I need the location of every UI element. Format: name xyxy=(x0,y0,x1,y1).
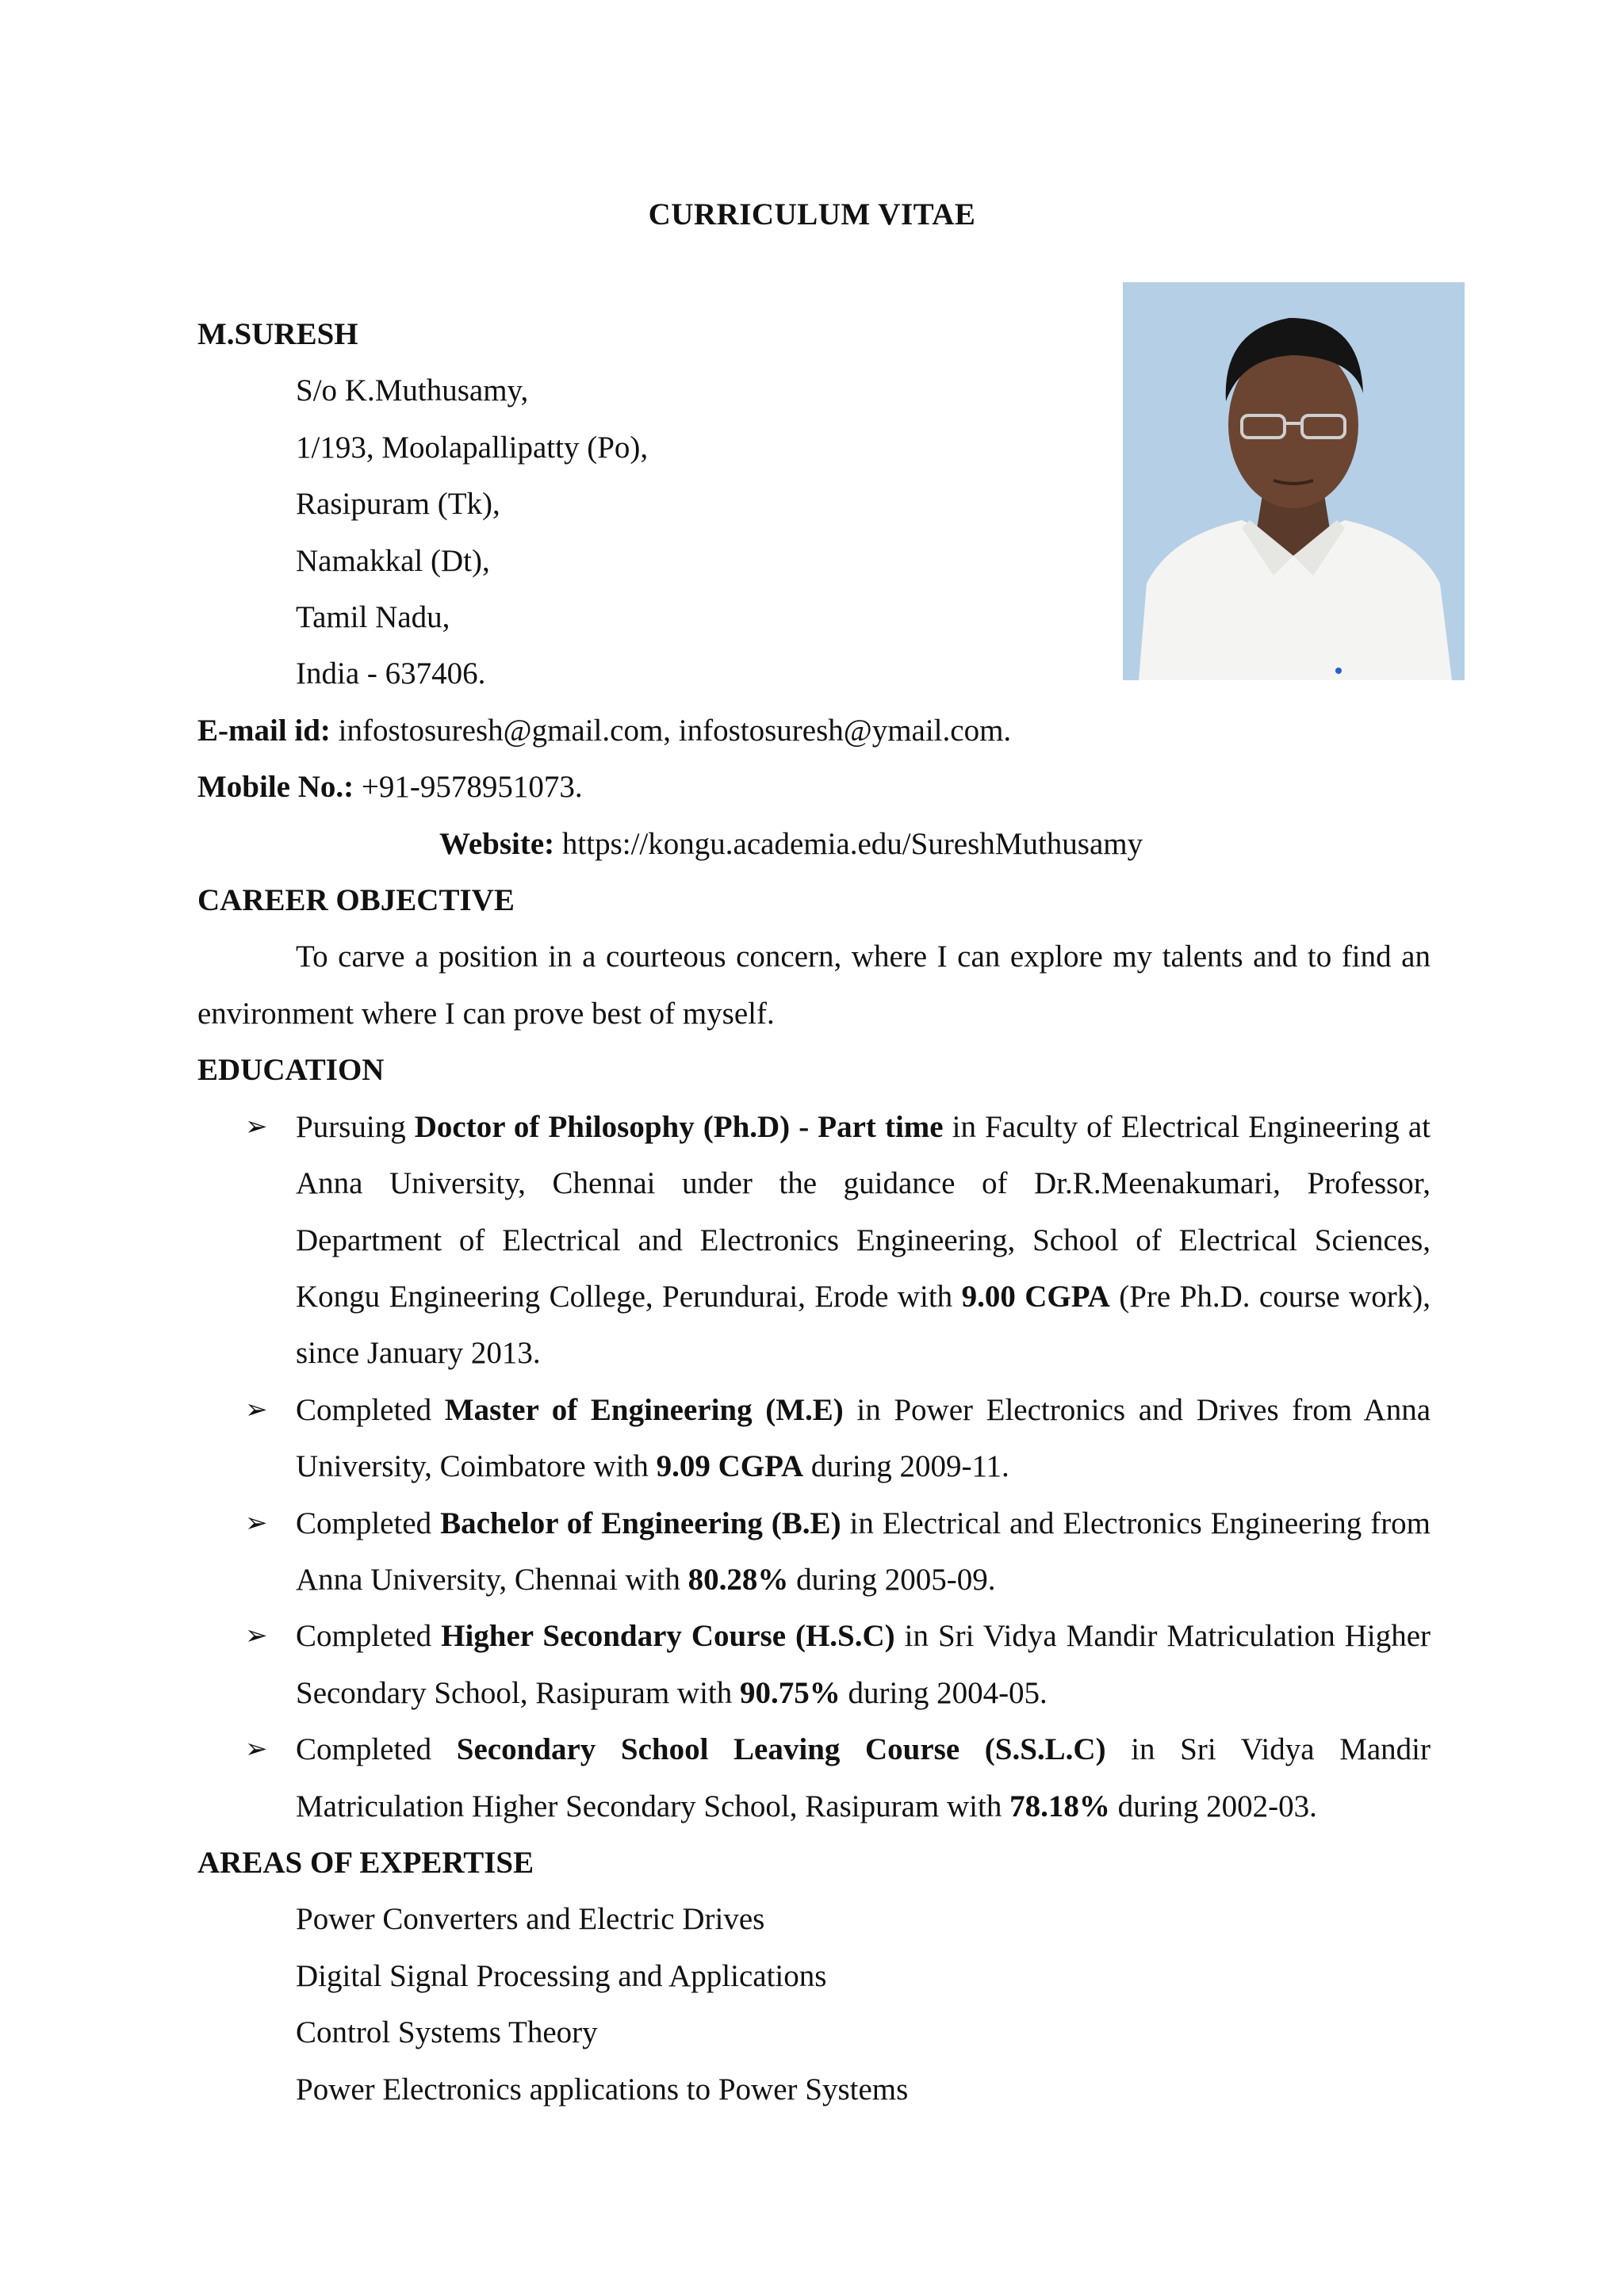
education-text: in Power Electronics and Drives from Anna University, Coimbatore with xyxy=(296,1392,1431,1484)
education-item xyxy=(197,1099,1431,1382)
email-value: infostosuresh@gmail.com, infostosuresh@ymail.com. xyxy=(330,713,1012,748)
education-text: during 2002-03. xyxy=(1109,1789,1317,1823)
education-score: 9.00 CGPA xyxy=(961,1279,1110,1314)
address-block xyxy=(197,362,1431,702)
address-line: Namakkal (Dt), xyxy=(296,543,490,578)
section-heading-career-objective: CAREER OBJECTIVE xyxy=(197,883,515,918)
arrow-bullet-icon: ➢ xyxy=(245,1733,268,1766)
expertise-item: Power Converters and Electric Drives xyxy=(296,1902,765,1937)
address-line: India - 637406. xyxy=(296,656,486,691)
education-text: in Sri Vidya Mandir Matriculation Higher Secondary School, Rasipuram with xyxy=(296,1732,1431,1823)
mobile-row xyxy=(197,759,1431,815)
website-label: Website: xyxy=(439,826,555,861)
education-item xyxy=(197,1721,1431,1835)
education-text: in Faculty of Electrical Engineering at Anna University, Chennai under the guidance of Dr.R.Meenakumari, Professor, Department of Electrical and Electronics Engineering, School of Electrical Sciences, Kongu Engineering College, Perundurai, Erode with xyxy=(296,1109,1431,1314)
education-text: during 2004-05. xyxy=(840,1675,1048,1710)
education-text: Completed xyxy=(296,1506,441,1540)
education-degree: Master of Engineering (M.E) xyxy=(444,1392,844,1427)
education-text: in Sri Vidya Mandir Matriculation Higher Secondary School, Rasipuram with xyxy=(296,1619,1431,1710)
arrow-bullet-icon: ➢ xyxy=(245,1620,268,1652)
arrow-bullet-icon: ➢ xyxy=(245,1110,268,1142)
expertise-item: Control Systems Theory xyxy=(296,2015,598,2050)
section-heading-education: EDUCATION xyxy=(197,1053,385,1088)
section-heading-expertise: AREAS OF EXPERTISE xyxy=(197,1845,534,1880)
address-line: 1/193, Moolapallipatty (Po), xyxy=(296,430,649,465)
education-text: Completed xyxy=(296,1732,457,1767)
education-item xyxy=(197,1382,1431,1495)
education-text: Pursuing xyxy=(296,1109,415,1144)
education-item xyxy=(197,1495,1431,1609)
mobile-label: Mobile No.: xyxy=(197,770,354,805)
education-score: 80.28% xyxy=(688,1562,789,1597)
website-row xyxy=(197,816,1431,872)
education-text: during 2005-09. xyxy=(788,1562,996,1597)
education-degree: Bachelor of Engineering (B.E) xyxy=(440,1506,841,1540)
document-title: CURRICULUM VITAE xyxy=(648,197,976,232)
education-degree: Secondary School Leaving Course (S.S.L.C) xyxy=(456,1732,1106,1767)
address-line: Rasipuram (Tk), xyxy=(296,487,500,522)
education-text: Completed xyxy=(296,1619,442,1654)
education-degree: Doctor of Philosophy (Ph.D) - Part time xyxy=(414,1109,944,1144)
education-score: 90.75% xyxy=(740,1675,841,1710)
arrow-bullet-icon: ➢ xyxy=(245,1393,268,1425)
education-text: in Electrical and Electronics Engineering from Anna University, Chennai with xyxy=(296,1506,1431,1597)
website-value: https://kongu.academia.edu/SureshMuthusamy xyxy=(554,826,1143,861)
education-item xyxy=(197,1608,1431,1721)
education-degree: Higher Secondary Course (H.S.C) xyxy=(441,1619,895,1654)
career-objective-text: To carve a position in a courteous concern, where I can explore my talents and to find an environment where I can prove best of myself. xyxy=(197,939,1431,1031)
education-text: Completed xyxy=(296,1392,445,1427)
education-score: 9.09 CGPA xyxy=(656,1449,804,1484)
email-label: E-mail id: xyxy=(197,713,331,748)
education-score: 78.18% xyxy=(1009,1789,1110,1823)
address-line: S/o K.Muthusamy, xyxy=(296,373,529,408)
candidate-name: M.SURESH xyxy=(197,317,358,351)
expertise-list xyxy=(197,1891,1431,2118)
expertise-item: Digital Signal Processing and Applications xyxy=(296,1958,827,1993)
cv-content xyxy=(197,306,1431,2118)
expertise-item: Power Electronics applications to Power Systems xyxy=(296,2072,909,2107)
education-text: (Pre Ph.D. course work), since January 2013. xyxy=(296,1279,1431,1371)
education-text: during 2009-11. xyxy=(803,1449,1009,1484)
email-row xyxy=(197,702,1431,759)
education-list xyxy=(197,1099,1431,1835)
mobile-value: +91-9578951073. xyxy=(354,770,583,805)
address-line: Tamil Nadu, xyxy=(296,600,450,635)
arrow-bullet-icon: ➢ xyxy=(245,1506,268,1539)
